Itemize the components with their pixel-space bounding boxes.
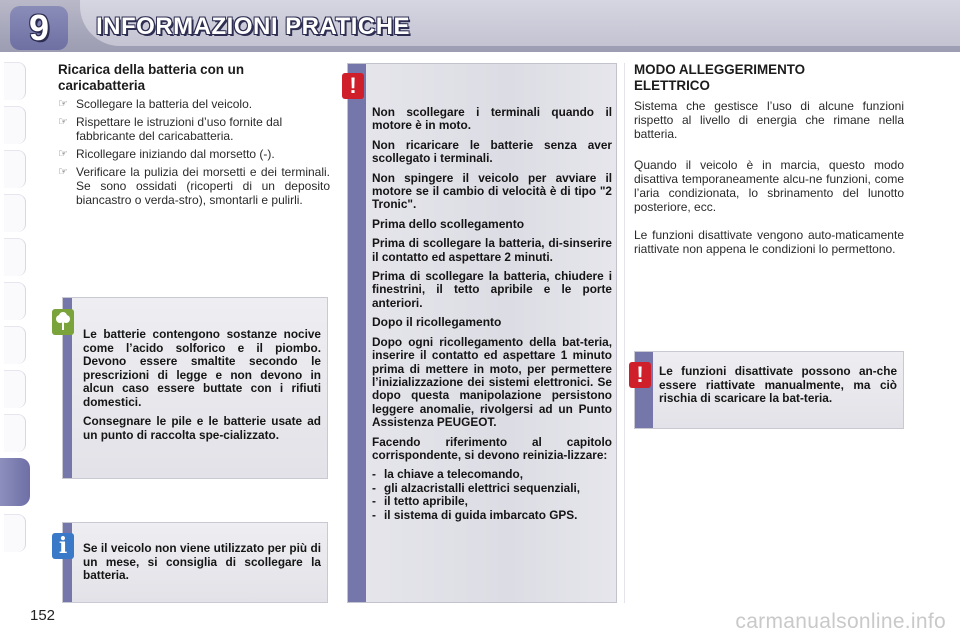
list-item: - gli alzacristalli elettrici sequenziali,: [372, 482, 612, 495]
warning-subheading-before: Prima dello scollegamento: [372, 216, 525, 231]
warning-paragraph: Facendo riferimento al capitolo corrispondente, si devono reinizia-lizzare:: [372, 434, 612, 462]
watermark: carmanualsonline.info: [735, 610, 946, 633]
chapter-tab[interactable]: [4, 150, 26, 188]
warning-paragraph: Non spingere il veicolo per avviare il motore se il cambio di velocità è di tipo "2 Tronic".: [372, 170, 612, 212]
chapter-number-badge: 9: [10, 6, 68, 50]
pointing-hand-icon: ☞: [58, 166, 68, 178]
warning-bar: [348, 64, 366, 602]
info-note-box: [62, 522, 328, 603]
info-icon: i: [52, 533, 74, 559]
load-warning-box: [634, 351, 904, 429]
warning-paragraph: Prima di scollegare la batteria, di-sinserire il contatto ed aspettare 2 minuti.: [372, 236, 612, 264]
warning-paragraph: Dopo ogni ricollegamento della bat-teria, inserire il contatto ed aspettare 1 minuto prima di mettere in moto, per permettere l’inizializzazione dei sistemi elettronici. Se dopo questa manipolazione persistono leggere anomalie, rivolgersi ad un Punto Assistenza PEUGEOT.: [372, 334, 612, 430]
list-item: ☞ Ricollegare iniziando dal morsetto (-).: [58, 147, 275, 161]
page-number: 152: [30, 607, 56, 624]
load-shedding-paragraph: Le funzioni disattivate vengono auto-maticamente riattivate non appena le condizioni lo permettono.: [634, 228, 904, 256]
warning-paragraph: Prima di scollegare la batteria, chiudere i finestrini, il tetto apribile e le porte anteriori.: [372, 269, 612, 310]
load-warning-text: Le funzioni disattivate possono an-che essere riattivate manualmente, ma ciò rischia di scaricare la bat-teria.: [659, 364, 897, 405]
page-header: [0, 0, 960, 52]
chapter-tab[interactable]: [4, 326, 26, 364]
chapter-tab-active[interactable]: [0, 458, 30, 506]
chapter-tab[interactable]: [4, 62, 26, 100]
eco-note-box: [62, 297, 328, 479]
pointing-hand-icon: ☞: [58, 116, 68, 128]
eco-note-paragraph: Consegnare le pile e le batterie usate ad un punto di raccolta spe-cializzato.: [83, 414, 321, 442]
list-item: - il tetto apribile,: [372, 495, 612, 508]
reinit-list: [372, 468, 612, 522]
chapter-tab[interactable]: [4, 238, 26, 276]
pointing-hand-icon: ☞: [58, 148, 68, 160]
exclamation-icon: !: [629, 362, 651, 388]
pointing-hand-icon: ☞: [58, 98, 68, 110]
exclamation-icon: !: [342, 73, 364, 99]
info-note-text: Se il veicolo non viene utilizzato per più di un mese, si consiglia di scollegare la batteria.: [83, 541, 321, 582]
column-divider: [624, 63, 625, 603]
chapter-tab[interactable]: [4, 514, 26, 552]
load-shedding-paragraph: Quando il veicolo è in marcia, questo modo disattiva temporaneamente alcu-ne funzioni, come l’aria condizionata, lo sbrinamento del lunotto posteriore, ecc.: [634, 158, 904, 214]
list-item: ☞ Scollegare la batteria del veicolo.: [58, 97, 253, 111]
warning-paragraph: Non ricaricare le batterie senza aver scollegato i terminali.: [372, 137, 612, 166]
charging-steps-list: [58, 97, 330, 211]
chapter-tab[interactable]: [4, 282, 26, 320]
list-item: - il sistema di guida imbarcato GPS.: [372, 509, 612, 522]
chapter-tab[interactable]: [4, 106, 26, 144]
tree-icon: [52, 309, 74, 335]
page-title: INFORMAZIONI PRATICHE: [96, 13, 411, 40]
warning-subheading-after: Dopo il ricollegamento: [372, 315, 502, 330]
charging-section-title: Ricarica della batteria con un caricabatteria: [58, 62, 245, 93]
chapter-tabs: [0, 62, 30, 582]
eco-note-paragraph: Le batterie contengono sostanze nocive come l’acido solforico e il piombo. Devono essere smaltite secondo le prescrizioni di legge e non devono in alcun caso essere buttate con i rifiuti domestici.: [83, 327, 321, 409]
chapter-tab[interactable]: [4, 370, 26, 408]
list-item: ☞ Verificare la pulizia dei morsetti e dei terminali. Se sono ossidati (ricoperti di un deposito biancastro o verda-stro), smontarli e pulirli.: [58, 165, 330, 207]
load-shedding-paragraph: Sistema che gestisce l’uso di alcune funzioni rispetto al livello di energia che rimane nella batteria.: [634, 99, 904, 141]
warning-paragraph: Non scollegare i terminali quando il motore è in moto.: [372, 105, 612, 133]
list-item: - la chiave a telecomando,: [372, 468, 612, 481]
warning-box: [347, 63, 617, 603]
chapter-tab[interactable]: [4, 414, 26, 452]
list-item: ☞ Rispettare le istruzioni d’uso fornite dal fabbricante del caricabatteria.: [58, 115, 283, 143]
load-shedding-title: MODO ALLEGGERIMENTO ELETTRICO: [634, 62, 806, 93]
chapter-tab[interactable]: [4, 194, 26, 232]
